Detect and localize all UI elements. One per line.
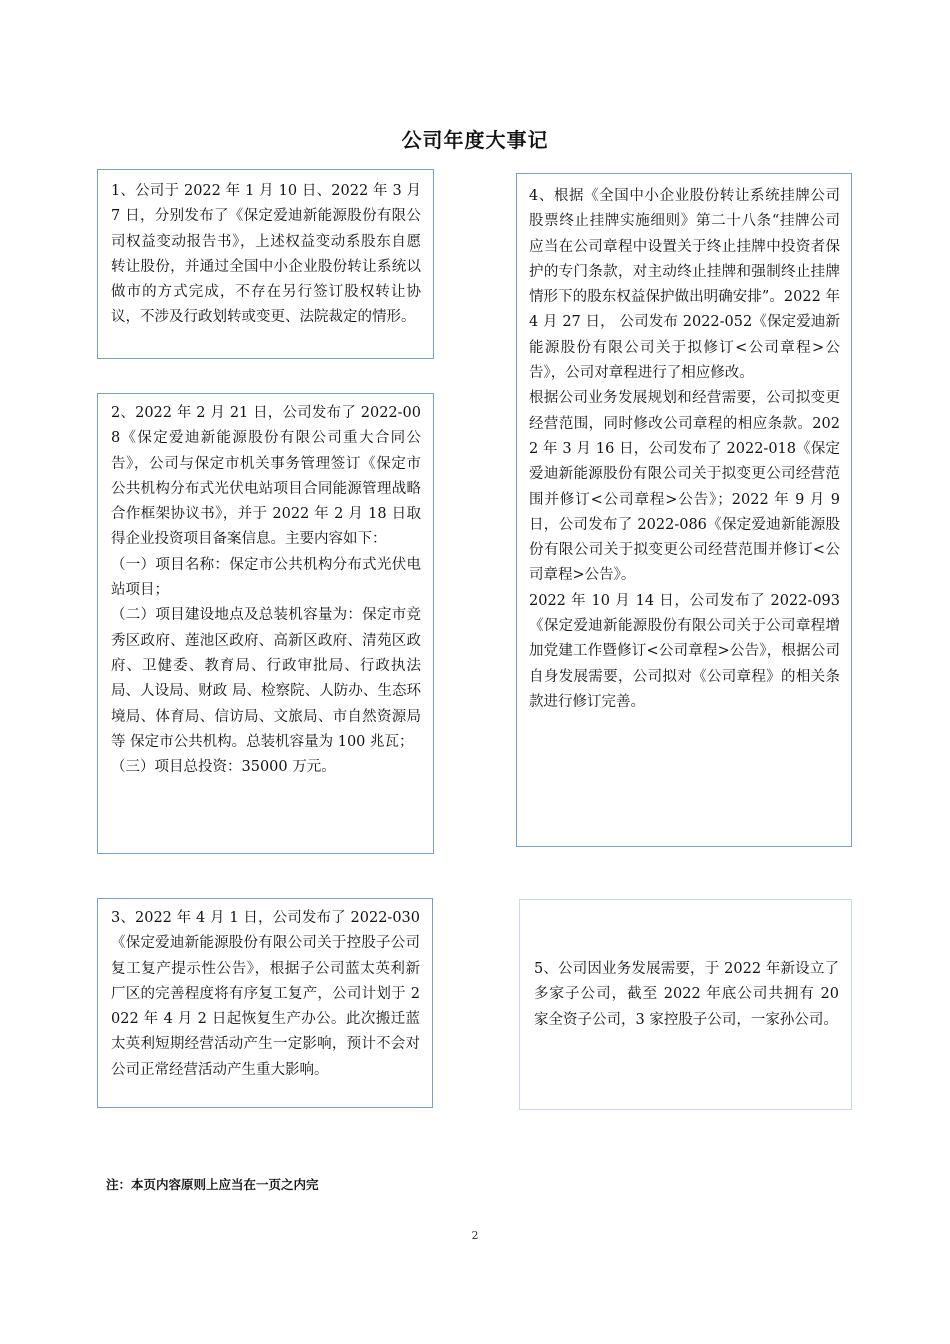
event-3-paragraph: 3、2022 年 4 月 1 日，公司发布了 2022-030《保定爱迪新能源股份有限公司关于控股子公司复工复产提示性公告》，根据子公司蓝太英利新厂区的完善程度将有序复工复产，公司计划于 2022 年 4 月 2 日起恢复生产办公。此次搬迁蓝太英利短期经营活动产生一定影响，预计不会对公司正常经营活动产生重大影响。 bbox=[111, 910, 420, 1078]
footnote: 注：本页内容原则上应当在一页之内完 bbox=[106, 1177, 319, 1192]
page-number: 2 bbox=[471, 1229, 479, 1242]
event-2-item-location-capacity: （二）项目建设地点及总装机容量为：保定市竞秀区政府、莲池区政府、高新区政府、清苑区政府、卫健委、教育局、行政审批局、行政执法局、人设局、财政 局、检察院、人防办、生态环境局、体育局、信访局、文旅局、市自然资源局等 保定市公共机构。总装机容量为 100 兆瓦； bbox=[111, 607, 421, 750]
event-2-paragraph-intro: 2、2022 年 2 月 21 日，公司发布了 2022-008《保定爱迪新能源股份有限公司重大合同公告》，公司与保定市机关事务管理签订《保定市公共机构分布式光伏电站项目合同能源管理战略合作框架协议书》，并于 2022 年 2 月 18 日取得企业投资项目备案信息。主要内容如下： bbox=[111, 405, 421, 548]
event-4-paragraph-3: 2022 年 10 月 14 日，公司发布了 2022-093《保定爱迪新能源股份有限公司关于公司章程增加党建工作暨修订<公司章程>公告》，根据公司自身发展需要，公司拟对《公司章程》的相关条款进行修订完善。 bbox=[529, 592, 840, 710]
page-title: 公司年度大事记 bbox=[401, 128, 549, 152]
event-1-paragraph: 1、公司于 2022 年 1 月 10 日、2022 年 3 月 7 日，分别发布了《保定爱迪新能源股份有限公司权益变动报告书》，上述权益变动系股东自愿转让股份，并通过全国中小企业股份转让系统以做市的方式完成，不存在另行签订股权转让协议，不涉及行政划转或变更、法院裁定的情形。 bbox=[111, 183, 421, 326]
event-4-paragraph-2: 根据公司业务发展规划和经营需要，公司拟变更经营范围，同时修改公司章程的相应条款。2022 年 3 月 16 日，公司发布了 2022-018《保定爱迪新能源股份有限公司关于拟变更公司经营范围并修订<公司章程>公告》；2022 年 9 月 9 日，公司发布了 2022-086《保定爱迪新能源股份有限公司关于拟变更公司经营范围并修订<公司章程>公告》。 bbox=[529, 390, 840, 584]
event-box-5 bbox=[519, 899, 852, 1110]
event-box-4 bbox=[516, 173, 852, 847]
event-box-2 bbox=[97, 393, 434, 854]
event-box-1 bbox=[97, 169, 434, 359]
event-box-3 bbox=[97, 898, 433, 1108]
event-5-paragraph: 5、公司因业务发展需要，于 2022 年新设立了多家子公司，截至 2022 年底公司共拥有 20 家全资子公司，3 家控股子公司，一家孙公司。 bbox=[534, 961, 839, 1028]
event-2-item-investment: （三）项目总投资：35000 万元。 bbox=[111, 759, 336, 776]
event-2-item-project-name: （一）项目名称：保定市公共机构分布式光伏电站项目； bbox=[111, 556, 421, 599]
event-4-paragraph-1: 4、根据《全国中小企业股份转让系统挂牌公司股票终止挂牌实施细则》第二十八条“挂牌公司应当在公司章程中设置关于终止挂牌中投资者保护的专门条款，对主动终止挂牌和强制终止挂牌情形下的股东权益保护做出明确安排”。2022 年 4 月 27 日， 公司发布 2022-052《保定爱迪新能源股份有限公司关于拟修订<公司章程>公告》，公司对章程进行了相应修改。 bbox=[529, 188, 840, 382]
